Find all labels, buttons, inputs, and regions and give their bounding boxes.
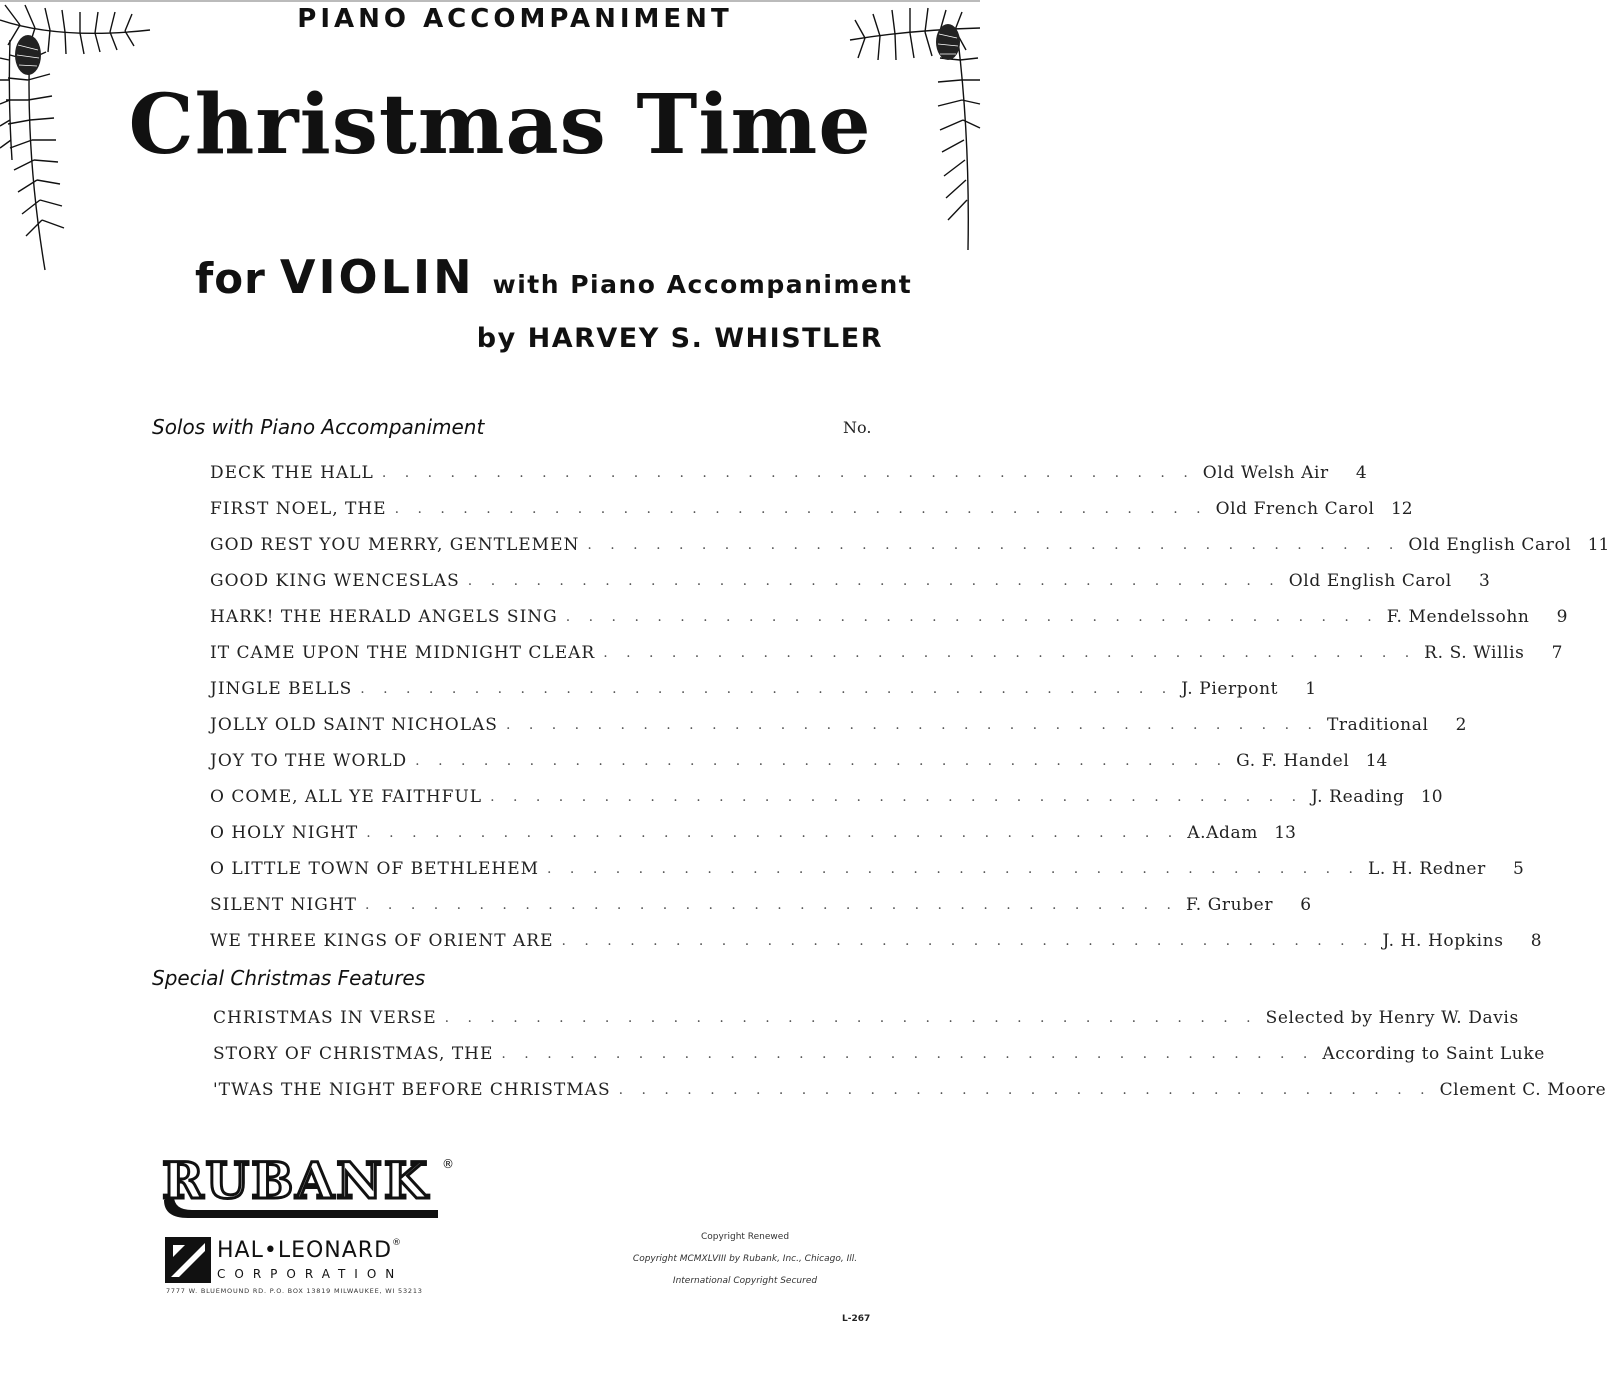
hal-leonard-logo	[165, 1233, 455, 1293]
toc-title: JOY TO THE WORLD	[210, 751, 408, 771]
international-copyright: International Copyright Secured	[672, 1276, 818, 1286]
number-column-heading: No.	[843, 418, 872, 437]
toc-row	[210, 707, 1467, 743]
dot-leader: . . . . . . . . . . . . . . . . . . . . . . . . . . . . . . . . . . . .	[366, 825, 1180, 841]
dot-leader: . . . . . . . . . . . . . . . . . . . . . . . . . . . . . . . . . . . .	[565, 609, 1379, 625]
toc-row	[210, 671, 1317, 707]
dot-leader: . . . . . . . . . . . . . . . . . . . . . . . . . . . . . . . . . . . .	[505, 717, 1319, 733]
toc-author: J. Pierpont	[1181, 679, 1279, 699]
toc-title: GOOD KING WENCESLAS	[210, 571, 460, 591]
toc-number: 1	[1305, 679, 1317, 699]
dot-leader: . . . . . . . . . . . . . . . . . . . . . . . . . . . . . . . . . . . .	[587, 537, 1401, 553]
toc-number: 5	[1512, 859, 1524, 879]
author-line: by HARVEY S. WHISTLER	[476, 323, 883, 354]
hal-leonard-name	[217, 1238, 402, 1263]
dot-leader: . . . . . . . . . . . . . . . . . . . . . . . . . . . . . . . . . . . .	[561, 933, 1375, 949]
toc-number: 2	[1455, 715, 1467, 735]
copyright-notice: Copyright MCMXLVIII by Rubank, Inc., Chicago, Ill.	[632, 1254, 858, 1264]
dot-leader: . . . . . . . . . . . . . . . . . . . . . . . . . . . . . . . . . . . .	[618, 1082, 1432, 1098]
toc-row	[213, 1072, 1607, 1108]
features-heading: Special Christmas Features	[152, 966, 426, 990]
toc-number: 13	[1274, 823, 1296, 843]
toc-row	[210, 491, 1413, 527]
dot-leader: . . . . . . . . . . . . . . . . . . . . . . . . . . . . . . . . . . . .	[381, 465, 1195, 481]
toc-row	[210, 599, 1568, 635]
publisher-address: 7777 W. BLUEMOUND RD. P.O. BOX 13819 MILWAUKEE, WI 53213	[166, 1287, 423, 1295]
page-title: Christmas Time	[128, 77, 872, 173]
toc-title: FIRST NOEL, THE	[210, 499, 387, 519]
dot-leader: . . . . . . . . . . . . . . . . . . . . . . . . . . . . . . . . . . . .	[444, 1010, 1258, 1026]
toc-number: 3	[1478, 571, 1490, 591]
toc-author: Traditional	[1326, 715, 1429, 735]
dot-leader: . . . . . . . . . . . . . . . . . . . . . . . . . . . . . . . . . . . .	[415, 753, 1229, 769]
rubank-logo	[158, 1148, 458, 1228]
hal-leonard-corporation: CORPORATION	[217, 1267, 404, 1281]
toc-author: G. F. Handel	[1236, 751, 1350, 771]
title-block	[128, 70, 872, 180]
copyright-block	[600, 1226, 890, 1292]
hal-leonard-wordmark: HAL•LEONARD	[217, 1238, 393, 1263]
toc-title: O COME, ALL YE FAITHFUL	[210, 787, 483, 807]
dot-leader: . . . . . . . . . . . . . . . . . . . . . . . . . . . . . . . . . . . .	[490, 789, 1304, 805]
toc-number: 6	[1300, 895, 1312, 915]
dot-leader: . . . . . . . . . . . . . . . . . . . . . . . . . . . . . . . . . . . .	[603, 645, 1417, 661]
toc-row	[210, 779, 1443, 815]
toc-title: JOLLY OLD SAINT NICHOLAS	[210, 715, 498, 735]
for-word: for	[195, 254, 266, 303]
toc-title: WE THREE KINGS OF ORIENT ARE	[210, 931, 554, 951]
toc-author: According to Saint Luke	[1322, 1044, 1545, 1064]
toc-number: 8	[1530, 931, 1542, 951]
subtitle-line	[195, 250, 912, 304]
hal-leonard-trademark: ®	[392, 1238, 403, 1248]
toc-author: L. H. Redner	[1367, 859, 1486, 879]
toc-title: O HOLY NIGHT	[210, 823, 359, 843]
with-text: with Piano Accompaniment	[492, 270, 913, 299]
toc-number: 9	[1556, 607, 1568, 627]
toc-number: 11	[1587, 535, 1610, 555]
toc-author: J. H. Hopkins	[1382, 931, 1504, 951]
solos-list	[210, 455, 1610, 959]
dot-leader: . . . . . . . . . . . . . . . . . . . . . . . . . . . . . . . . . . . .	[365, 897, 1178, 913]
toc-number: 12	[1390, 499, 1413, 519]
toc-row	[210, 563, 1490, 599]
toc-author: Selected by Henry W. Davis	[1265, 1008, 1519, 1028]
toc-author: F. Gruber	[1185, 895, 1274, 915]
toc-author: Old French Carol	[1215, 499, 1375, 519]
toc-number: 7	[1551, 643, 1563, 663]
hal-leonard-mark-icon	[165, 1237, 211, 1283]
catalog-code: L-267	[842, 1314, 871, 1324]
toc-row	[210, 851, 1524, 887]
toc-title: O LITTLE TOWN OF BETHLEHEM	[210, 859, 540, 879]
rubank-logo-text: RUBANK	[162, 1151, 430, 1210]
toc-number: 14	[1365, 751, 1388, 771]
toc-title: DECK THE HALL	[210, 463, 374, 483]
solos-heading: Solos with Piano Accompaniment	[152, 415, 485, 439]
toc-row	[210, 743, 1388, 779]
toc-row	[210, 923, 1542, 959]
toc-row	[210, 527, 1610, 563]
dot-leader: . . . . . . . . . . . . . . . . . . . . . . . . . . . . . . . . . . . .	[467, 573, 1281, 589]
dot-leader: . . . . . . . . . . . . . . . . . . . . . . . . . . . . . . . . . . . .	[501, 1046, 1315, 1062]
toc-number: 4	[1355, 463, 1367, 483]
toc-author: F. Mendelssohn	[1386, 607, 1530, 627]
toc-author: Old English Carol	[1408, 535, 1572, 555]
toc-row	[210, 635, 1563, 671]
toc-author: A.Adam	[1187, 823, 1258, 843]
toc-title: CHRISTMAS IN VERSE	[213, 1008, 437, 1028]
toc-title: SILENT NIGHT	[210, 895, 358, 915]
toc-author: J. Reading	[1311, 787, 1405, 807]
toc-row	[210, 815, 1296, 851]
dot-leader: . . . . . . . . . . . . . . . . . . . . . . . . . . . . . . . . . . . .	[547, 861, 1360, 877]
toc-title: GOD REST YOU MERRY, GENTLEMEN	[210, 535, 580, 555]
dot-leader: . . . . . . . . . . . . . . . . . . . . . . . . . . . . . . . . . . . .	[394, 501, 1208, 517]
toc-row	[210, 887, 1312, 923]
copyright-renewed: Copyright Renewed	[700, 1232, 790, 1242]
toc-author: Old Welsh Air	[1202, 463, 1329, 483]
header-label: PIANO ACCOMPANIMENT	[297, 4, 733, 34]
toc-title: IT CAME UPON THE MIDNIGHT CLEAR	[210, 643, 596, 663]
toc-author: R. S. Willis	[1424, 643, 1525, 663]
toc-row	[210, 455, 1367, 491]
toc-row	[213, 1000, 1519, 1036]
toc-title: 'TWAS THE NIGHT BEFORE CHRISTMAS	[213, 1080, 611, 1100]
toc-title: HARK! THE HERALD ANGELS SING	[210, 607, 558, 627]
toc-row	[213, 1036, 1545, 1072]
dot-leader: . . . . . . . . . . . . . . . . . . . . . . . . . . . . . . . . . . . .	[360, 681, 1174, 697]
toc-author: Old English Carol	[1288, 571, 1452, 591]
instrument-name: VIOLIN	[279, 250, 475, 304]
rubank-registered-mark: ®	[442, 1157, 454, 1171]
toc-title: JINGLE BELLS	[210, 679, 353, 699]
toc-title: STORY OF CHRISTMAS, THE	[213, 1044, 494, 1064]
toc-author: Clement C. Moore	[1439, 1080, 1607, 1100]
features-list	[213, 1000, 1607, 1108]
toc-number: 10	[1420, 787, 1443, 807]
